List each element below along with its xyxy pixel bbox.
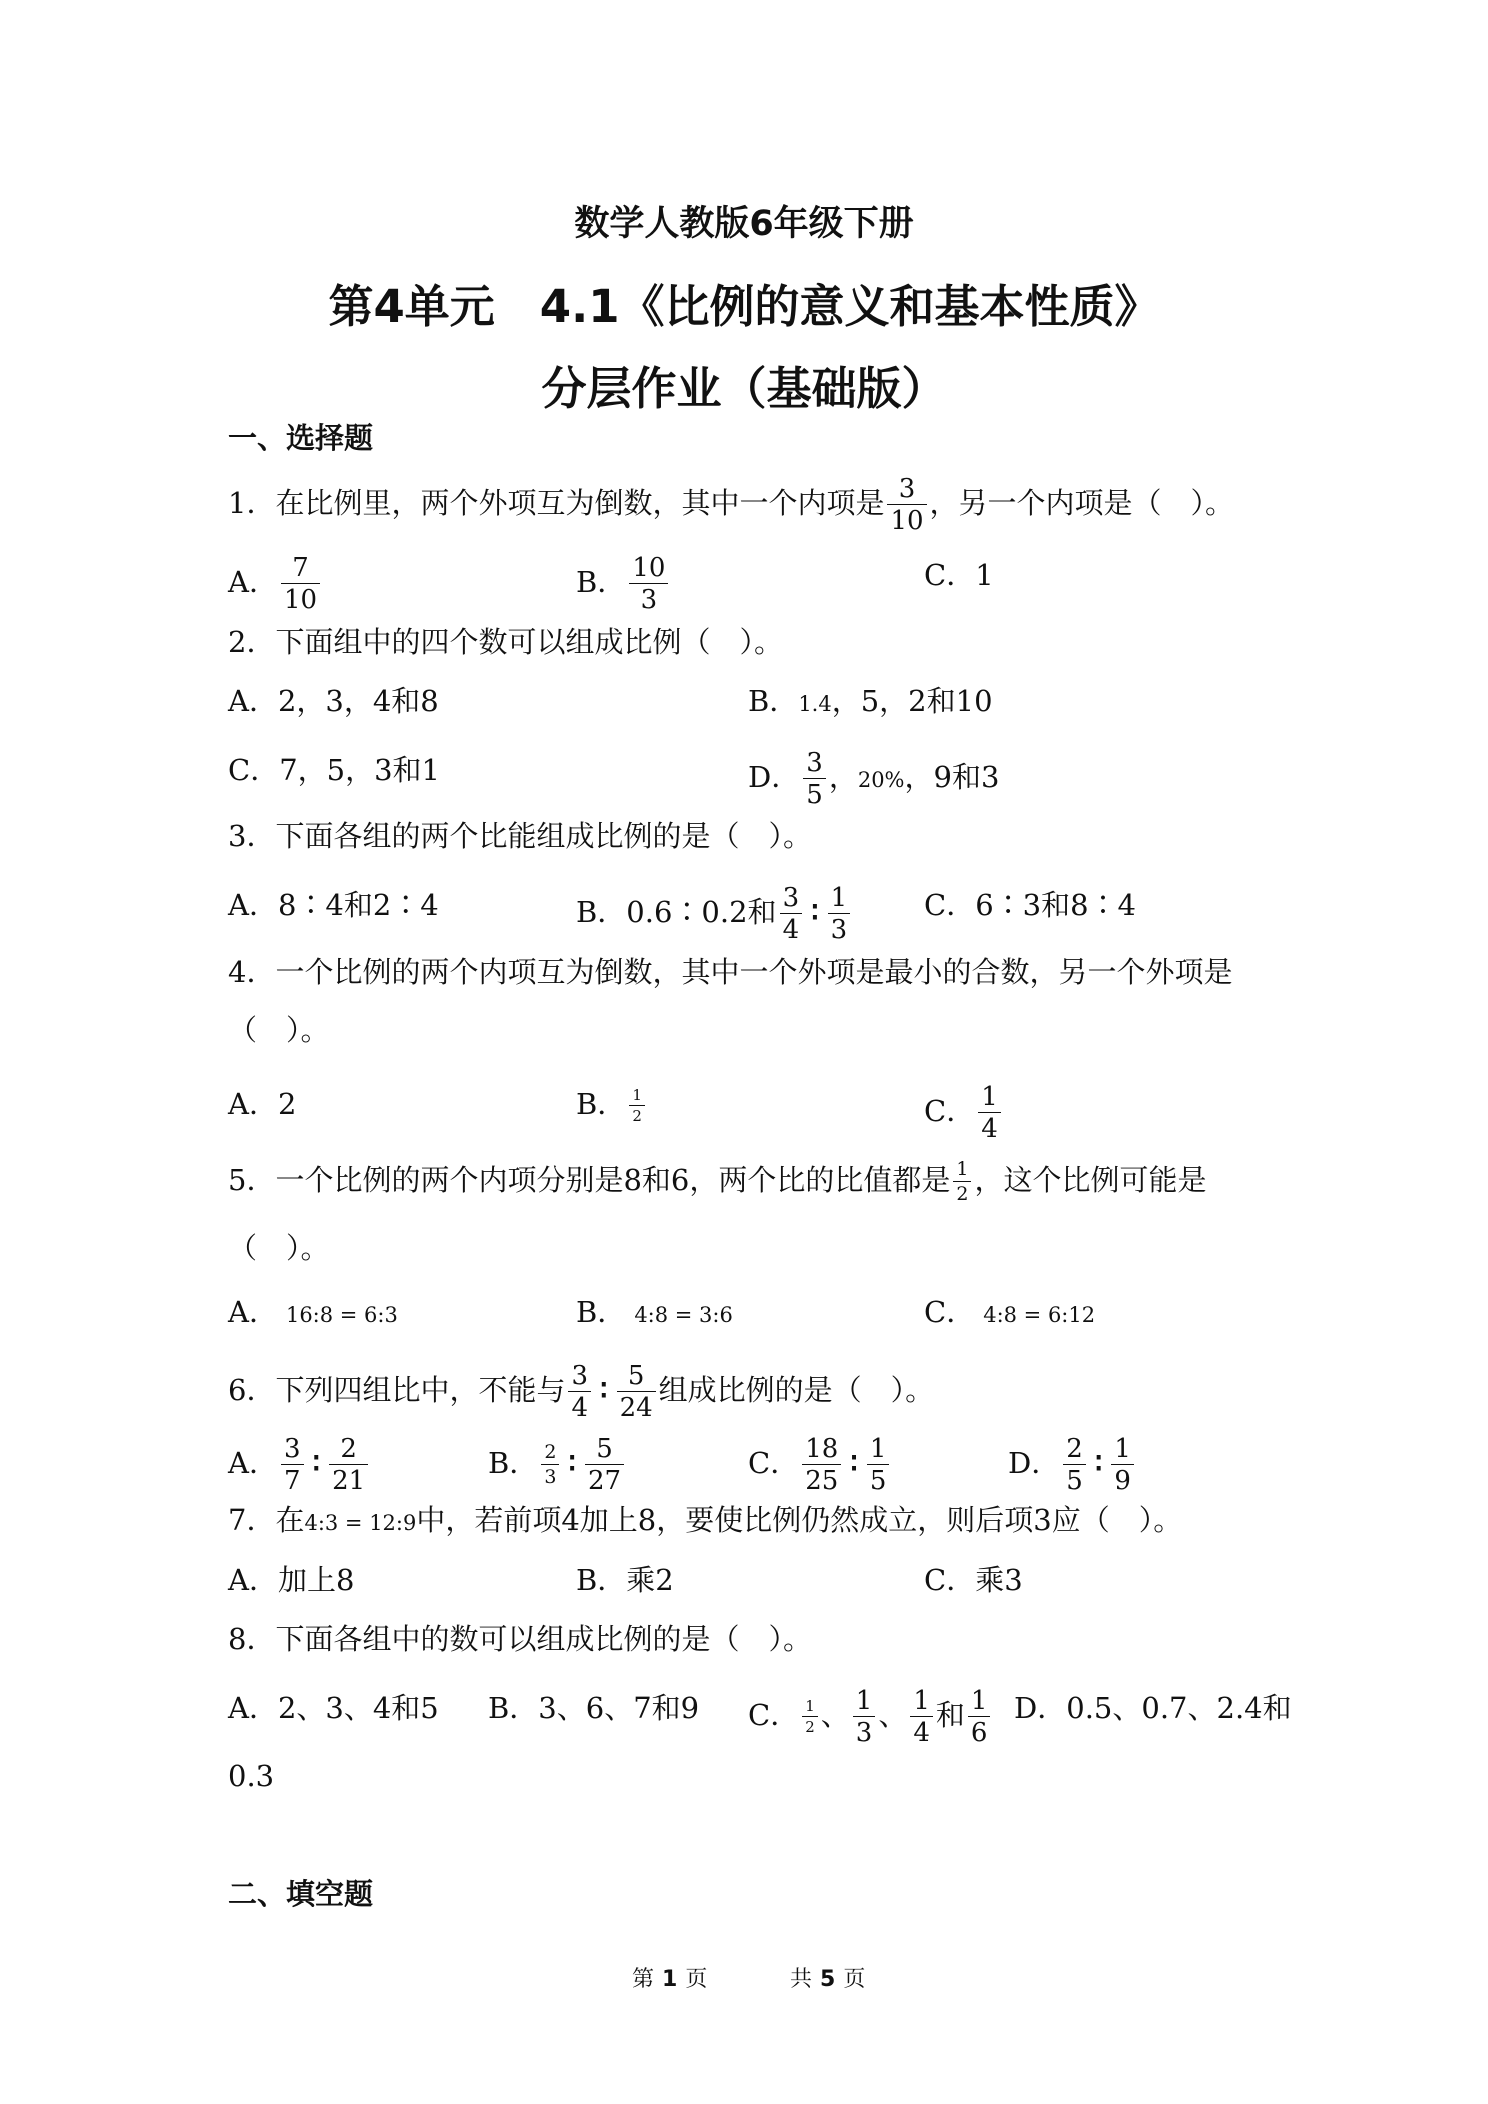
- fraction: $\frac{1}{2}$: [629, 1088, 645, 1124]
- question-3-option-c: C．6∶3和8∶4: [924, 888, 1136, 922]
- question-1-option-b: B． $\frac{10}{3}$: [576, 555, 671, 613]
- question-6-option-b: B． $\frac{2}{3}$ ∶ $\frac{5}{27}$: [488, 1436, 627, 1494]
- question-1-option-a: A． $\frac{7}{10}$: [228, 555, 323, 613]
- question-3-option-b: B．0.6∶0.2和 $\frac{3}{4}$ ∶ $\frac{1}{3}$: [576, 885, 853, 943]
- question-4-option-a: A．2: [228, 1087, 297, 1121]
- question-5-stem-continued: （ ）。: [228, 1231, 330, 1265]
- fraction: $\frac{5}{27}$: [585, 1436, 624, 1494]
- question-1-option-c: C．1: [924, 558, 994, 592]
- section-heading-fill-in: 二、填空题: [228, 1877, 374, 1911]
- question-5-stem: 5．一个比例的两个内项分别是8和6，两个比的比值都是 $\frac{1}{2}$ ，这个比例可能是: [228, 1158, 1207, 1205]
- question-2-stem: 2．下面组中的四个数可以组成比例（ ）。: [228, 625, 783, 659]
- question-8-option-b: B．3、6、7和9: [488, 1691, 700, 1725]
- question-6-option-c: C． $\frac{18}{25}$ ∶ $\frac{1}{5}$: [748, 1436, 892, 1494]
- question-2-option-d: D． $\frac{3}{5}$ ，20%，9和3: [748, 748, 1000, 810]
- fraction: $\frac{10}{3}$: [629, 555, 668, 613]
- question-8-option-d-continued: 0.3: [228, 1759, 275, 1793]
- fraction: $\frac{1}{3}$: [828, 885, 851, 943]
- question-8-option-a: A．2、3、4和5: [228, 1691, 439, 1725]
- section-heading-choice: 一、选择题: [228, 421, 374, 455]
- fraction: $\frac{5}{24}$: [617, 1363, 656, 1421]
- fraction: $\frac{1}{4}$: [910, 1688, 933, 1746]
- fraction: $\frac{1}{9}$: [1111, 1436, 1134, 1494]
- fraction: $\frac{3}{4}$: [568, 1363, 591, 1421]
- question-6-option-d: D． $\frac{2}{5}$ ∶ $\frac{1}{9}$: [1008, 1436, 1137, 1494]
- question-6-option-a: A． $\frac{3}{7}$ ∶ $\frac{2}{21}$: [228, 1436, 371, 1494]
- question-7-stem: 7．在4:3 = 12:9中，若前项4加上8，要使比例仍然成立，则后项3应（ ）。: [228, 1503, 1183, 1537]
- fraction: $\frac{2}{5}$: [1063, 1436, 1086, 1494]
- unit-title: 第4单元 4.1《比例的意义和基本性质》: [328, 280, 1160, 333]
- question-7-option-b: B．乘2: [576, 1563, 674, 1597]
- total-pages: 共 5 页: [790, 1967, 866, 1992]
- question-2-option-b: B．1.4，5，2和10: [748, 684, 993, 718]
- fraction: $\frac{1}{2}$: [953, 1160, 971, 1204]
- question-2-option-c: C．7，5，3和1: [228, 753, 440, 787]
- question-7-option-c: C．乘3: [924, 1563, 1023, 1597]
- question-6-stem: 6．下列四组比中，不能与 $\frac{3}{4}$ ∶ $\frac{5}{24}$ 组成比例的是（ ）。: [228, 1361, 935, 1423]
- question-4-stem: 4．一个比例的两个内项互为倒数，其中一个外项是最小的合数，另一个外项是: [228, 955, 1233, 989]
- question-5-option-b: B． 4:8 = 3:6: [576, 1295, 733, 1329]
- question-8-option-c: C． $\frac{1}{2}$ 、 $\frac{1}{3}$ 、 $\frac{1}{4}$ 和 $\frac{1}{6}$: [748, 1688, 993, 1746]
- question-4-option-c: C． $\frac{1}{4}$: [924, 1084, 1004, 1142]
- question-8-stem: 8．下面各组中的数可以组成比例的是（ ）。: [228, 1622, 812, 1656]
- question-4-stem-continued: （ ）。: [228, 1013, 330, 1047]
- question-5-option-a: A． 16:8 = 6:3: [228, 1295, 398, 1329]
- page-number: 第 1 页: [632, 1967, 708, 1992]
- question-7-option-a: A．加上8: [228, 1563, 355, 1597]
- book-title: 数学人教版6年级下册: [574, 204, 914, 244]
- question-3-stem: 3．下面各组的两个比能组成比例的是（ ）。: [228, 819, 812, 853]
- fraction: $\frac{1}{6}$: [968, 1688, 991, 1746]
- fraction: $\frac{2}{21}$: [329, 1436, 368, 1494]
- fraction: $\frac{3}{7}$: [281, 1436, 304, 1494]
- fraction: $\frac{2}{3}$: [541, 1443, 559, 1487]
- question-3-option-a: A．8∶4和2∶4: [228, 888, 439, 922]
- fraction: $\frac{3}{10}$: [887, 476, 926, 534]
- fraction: $\frac{1}{3}$: [853, 1688, 876, 1746]
- question-8-option-d: D．0.5、0.7、2.4和: [1014, 1691, 1292, 1725]
- fraction: $\frac{1}{4}$: [978, 1084, 1001, 1142]
- question-1-stem: 1．在比例里，两个外项互为倒数，其中一个内项是 $\frac{3}{10}$ ，另一个内项是（ ）。: [228, 474, 1235, 536]
- fraction: $\frac{18}{25}$: [802, 1436, 841, 1494]
- question-4-option-b: B． $\frac{1}{2}$: [576, 1084, 648, 1124]
- question-5-option-c: C． 4:8 = 6:12: [924, 1295, 1096, 1329]
- worksheet-title: 分层作业（基础版）: [541, 362, 947, 415]
- fraction: $\frac{3}{4}$: [780, 885, 803, 943]
- fraction: $\frac{1}{5}$: [867, 1436, 890, 1494]
- fraction: $\frac{7}{10}$: [281, 555, 320, 613]
- fraction: $\frac{3}{5}$: [803, 750, 826, 808]
- question-2-option-a: A．2，3，4和8: [228, 684, 439, 718]
- fraction: $\frac{1}{2}$: [802, 1699, 818, 1735]
